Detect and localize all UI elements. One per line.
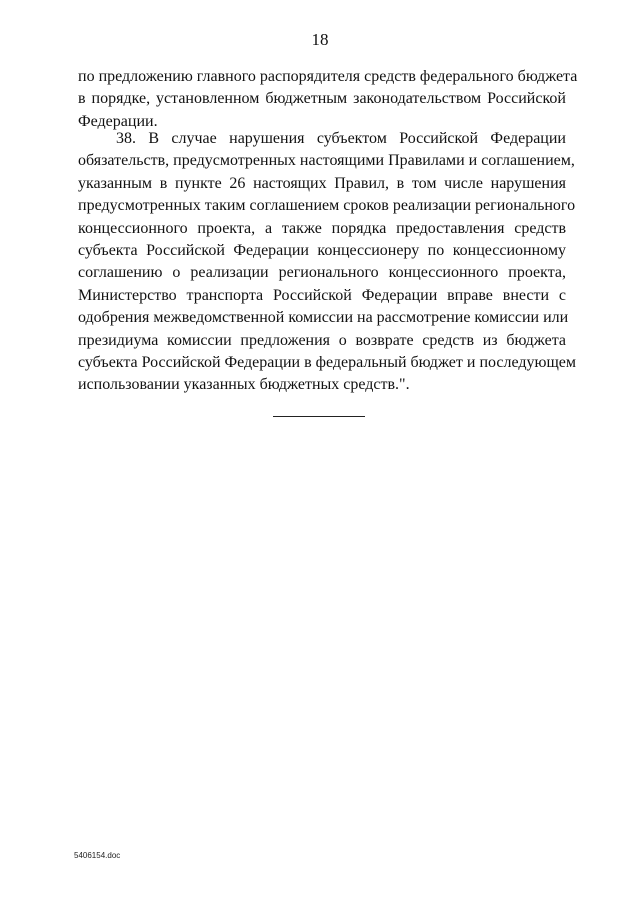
clause-line: Министерство транспорта Российской Федерации вправе внести с — [78, 286, 566, 304]
clause-line: одобрения межведомственной комиссии на рассмотрение комиссии или — [78, 309, 569, 327]
clause-line: соглашению о реализации регионального концессионного проекта, — [78, 264, 566, 282]
clause-line: предусмотренных таким соглашением сроков реализации регионального — [78, 197, 576, 215]
clause-line: субъекта Российской Федерации в федеральный бюджет и последующем — [78, 354, 577, 372]
clause-line: использовании указанных бюджетных средств.". — [78, 376, 410, 394]
page-number: 18 — [311, 30, 329, 49]
paragraph-line: в порядке, установленном бюджетным законодательством Российской — [78, 90, 566, 108]
clause-line: концессионного проекта, а также порядка предоставления средств — [78, 219, 566, 237]
paragraph-line: Федерации. — [78, 112, 158, 130]
clause-line: президиума комиссии предложения о возврате средств из бюджета — [78, 331, 566, 349]
continued-paragraph — [78, 66, 578, 133]
section-separator — [273, 416, 365, 417]
paragraph-line: по предложению главного распорядителя средств федерального бюджета — [78, 68, 578, 85]
clause-line: субъекта Российской Федерации концессионеру по концессионному — [78, 242, 566, 260]
clause-line: 38. В случае нарушения субъектом Российской Федерации — [116, 130, 566, 147]
clause-38-paragraph — [78, 128, 577, 397]
document-code: 5406154.doc — [74, 851, 121, 860]
clause-line: обязательств, предусмотренных настоящими Правилами и соглашением, — [78, 152, 575, 170]
clause-line: указанным в пункте 26 настоящих Правил, в том числе нарушения — [78, 174, 566, 192]
